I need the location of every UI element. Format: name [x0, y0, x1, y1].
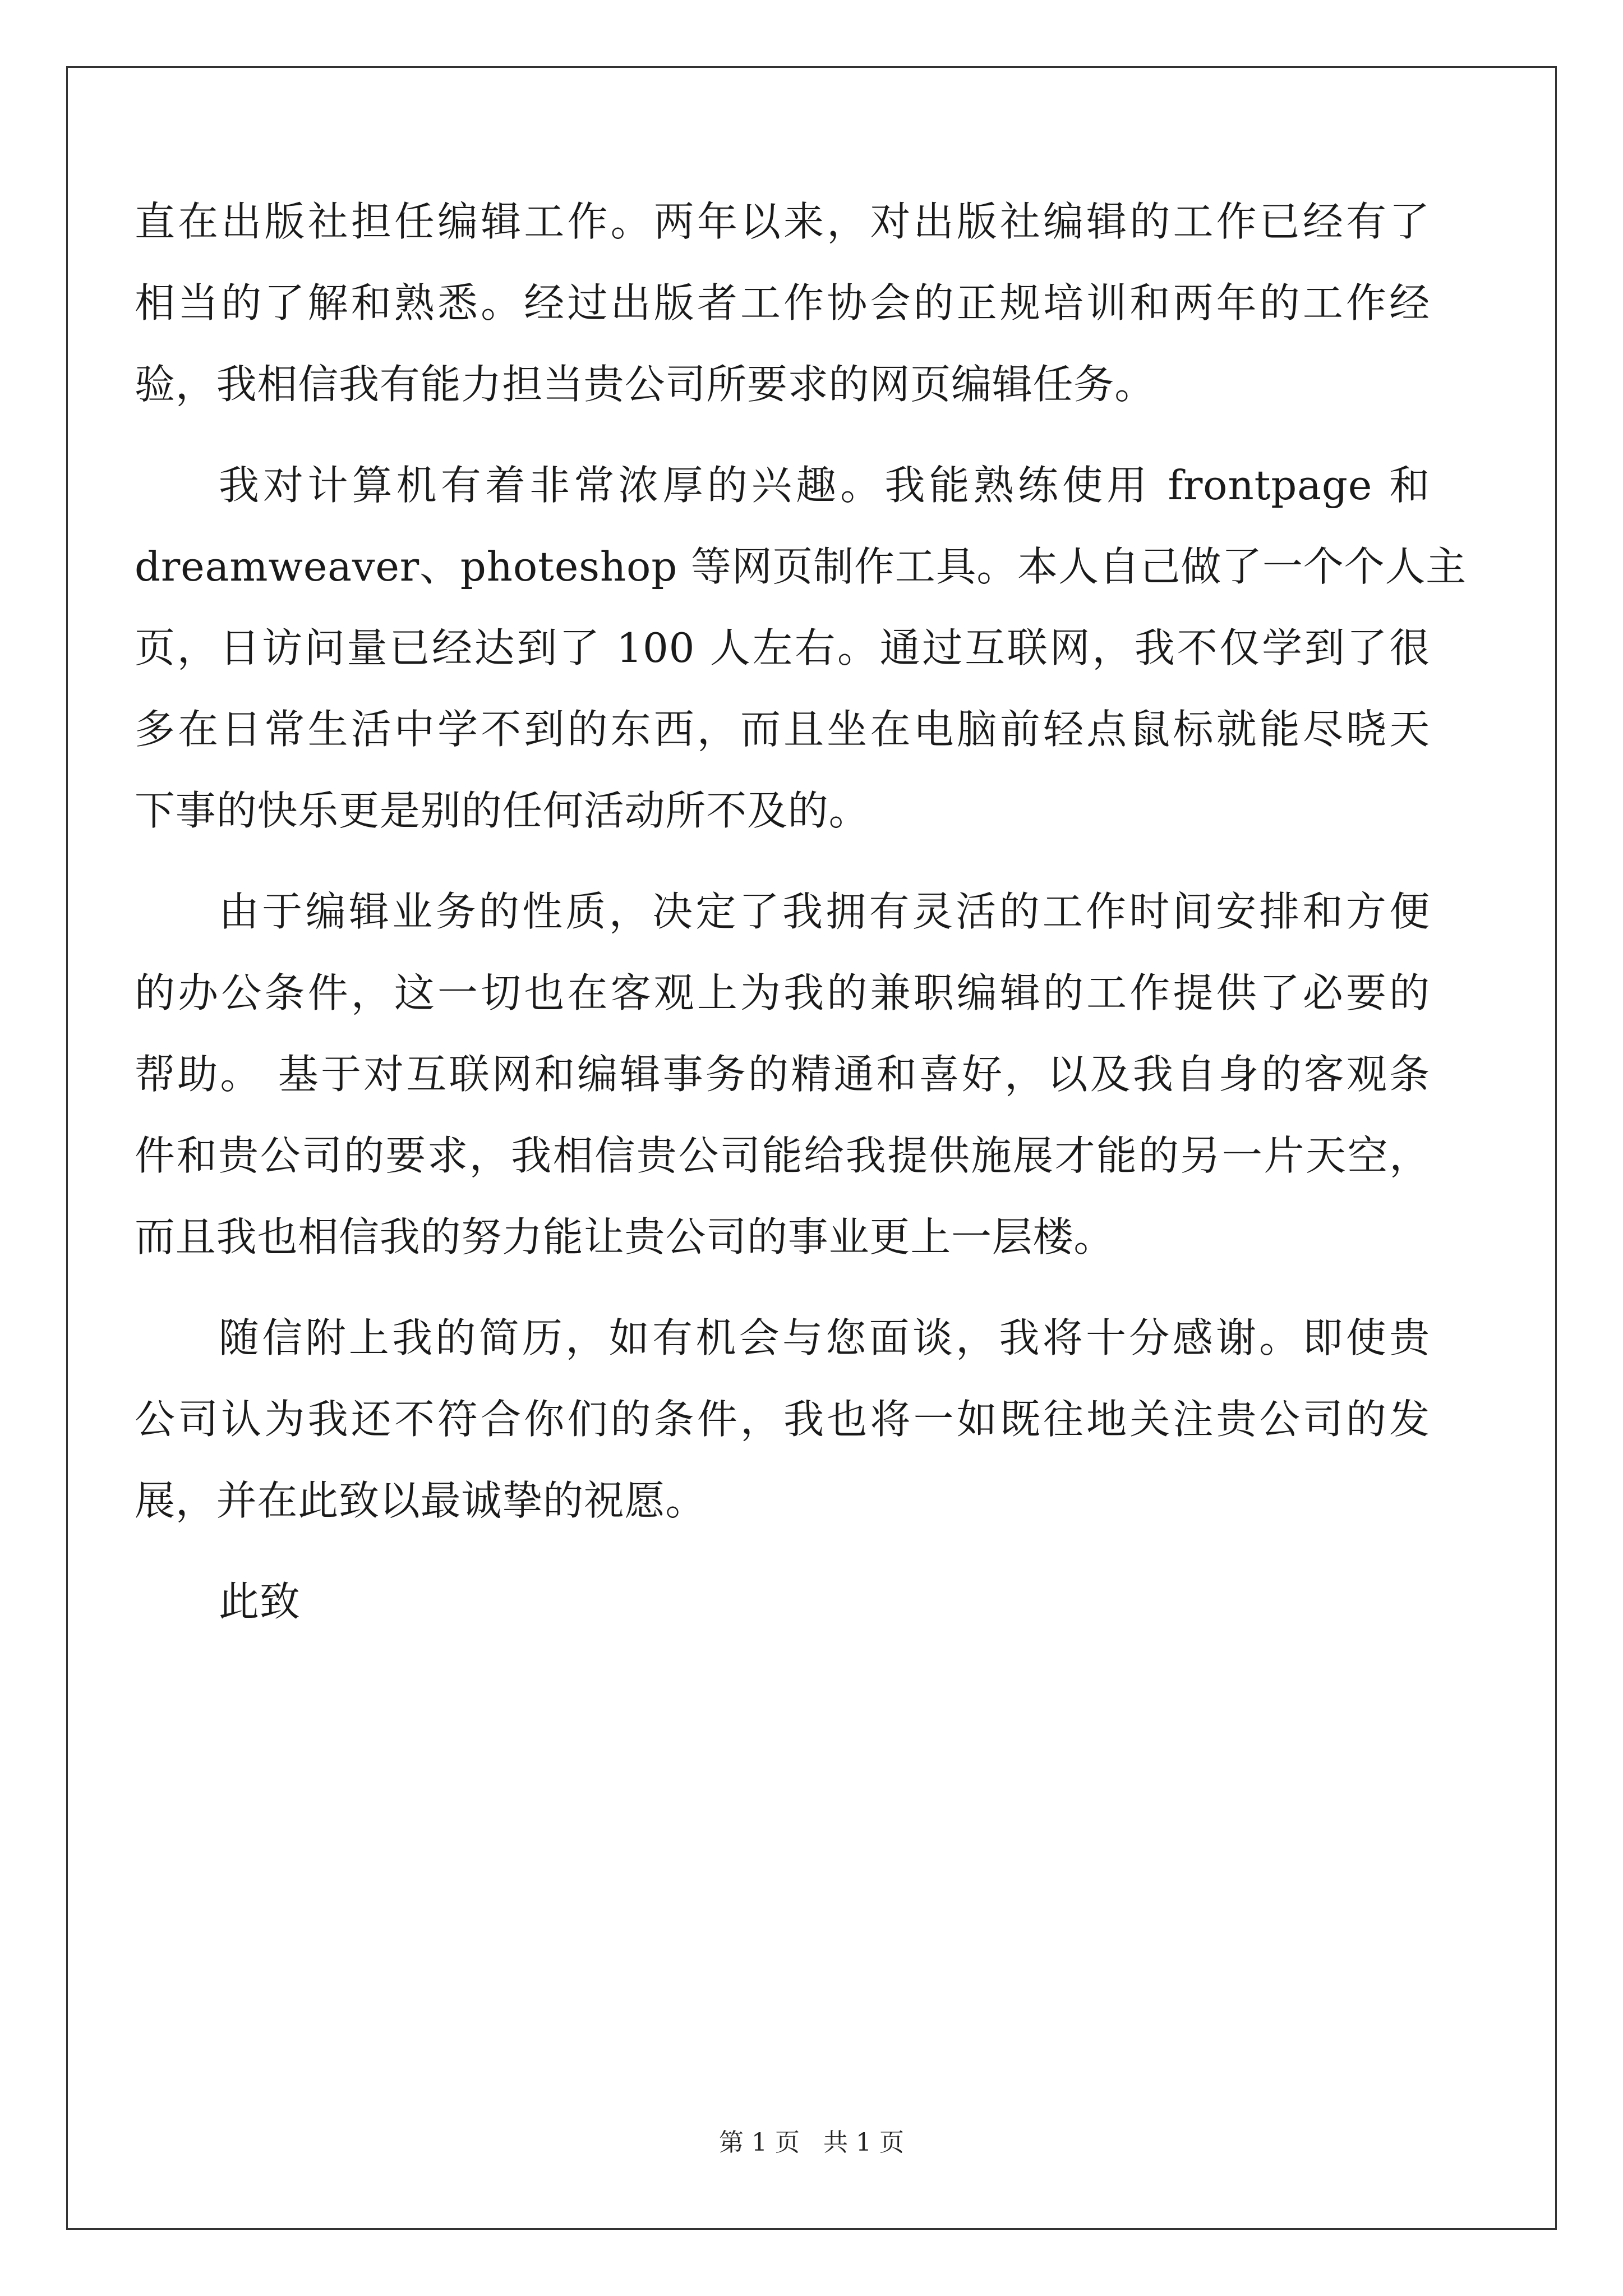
paragraph-start-line: 随信附上我的简历，如有机会与您面谈，我将十分感谢。即使贵: [219, 1314, 1430, 1361]
text-line: 公司认为我还不符合你们的条件，我也将一如既往地关注贵公司的发: [135, 1396, 1430, 1443]
text-line: 下事的快乐更是别的任何活动所不及的。: [135, 787, 870, 834]
text-line: 而且我也相信我的努力能让贵公司的事业更上一层楼。: [135, 1213, 1115, 1260]
text-line: 验，我相信我有能力担当贵公司所要求的网页编辑任务。: [135, 361, 1156, 408]
closing-salutation: 此致: [219, 1578, 301, 1625]
page-number: 第 1 页 共 1 页: [719, 2128, 904, 2157]
text-line: 相当的了解和熟悉。经过出版者工作协会的正规培训和两年的工作经: [135, 279, 1430, 326]
text-line: 多在日常生活中学不到的东西，而且坐在电脑前轻点鼠标就能尽晓天: [135, 706, 1430, 753]
text-line: 的办公条件，这一切也在客观上为我的兼职编辑的工作提供了必要的: [135, 969, 1430, 1016]
paragraph-start-line: 我对计算机有着非常浓厚的兴趣。我能熟练使用 frontpage 和: [219, 462, 1430, 509]
text-line: dreamweaver、photeshop 等网页制作工具。本人自己做了一个个人主: [135, 543, 1467, 590]
text-line: 直在出版社担任编辑工作。两年以来，对出版社编辑的工作已经有了: [135, 198, 1430, 245]
text-line: 帮助。 基于对互联网和编辑事务的精通和喜好，以及我自身的客观条: [135, 1051, 1430, 1098]
paragraph-start-line: 由于编辑业务的性质，决定了我拥有灵活的工作时间安排和方便: [219, 888, 1430, 935]
text-line: 页，日访问量已经达到了 100 人左右。通过互联网，我不仅学到了很: [135, 624, 1430, 671]
text-line: 展，并在此致以最诚挚的祝愿。: [135, 1477, 707, 1524]
page-footer: [0, 2126, 1623, 2160]
text-line: 件和贵公司的要求，我相信贵公司能给我提供施展才能的另一片天空，: [135, 1132, 1430, 1179]
